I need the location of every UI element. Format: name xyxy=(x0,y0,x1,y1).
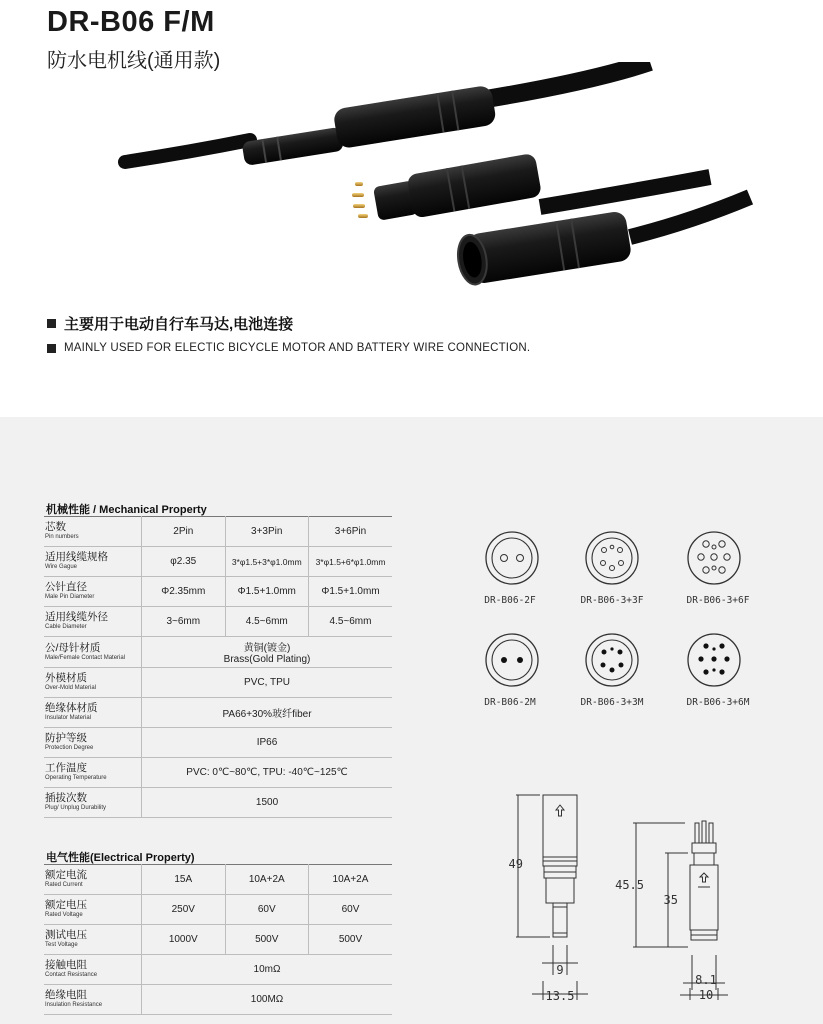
cell-value: 4.5~6mm xyxy=(225,607,308,637)
row-label-en: Operating Temperature xyxy=(45,775,107,781)
table-row xyxy=(44,607,392,637)
row-label-en: Wire Gague xyxy=(45,564,78,570)
row-label xyxy=(44,788,142,818)
cell-value-merged xyxy=(142,698,392,728)
row-label xyxy=(44,758,142,788)
cell-value: 2Pin xyxy=(142,517,225,547)
dimension-drawings xyxy=(500,785,770,1015)
pinout-label: DR-B06-3+6F xyxy=(686,595,750,606)
cell-value: 3*φ1.5+3*φ1.0mm xyxy=(225,547,308,577)
cell-value: 60V xyxy=(225,895,308,925)
row-label-en: Test Voltage xyxy=(45,942,78,948)
female-pin-diameter-label: 9 xyxy=(556,963,564,977)
row-label-en: Male Pin Diameter xyxy=(45,594,95,600)
product-photo xyxy=(110,62,790,302)
merged-value-line: Brass(Gold Plating) xyxy=(223,654,311,665)
pinout-3-3f-icon xyxy=(586,532,638,584)
table-row xyxy=(44,925,392,955)
cell-value: 10A+2A xyxy=(225,865,308,895)
row-label-cn: 接触电阻 xyxy=(45,959,87,971)
merged-value-line: 10mΩ xyxy=(253,964,281,975)
table-row xyxy=(44,895,392,925)
table-row xyxy=(44,728,392,758)
cell-value-merged xyxy=(142,955,392,985)
table-row xyxy=(44,517,392,547)
row-label-cn: 公/母针材质 xyxy=(45,641,101,654)
row-label-cn: 适用线缆外径 xyxy=(45,611,108,623)
row-label-cn: 外模材质 xyxy=(45,672,87,684)
male-length-label: 45.5 xyxy=(615,878,644,892)
cell-value: 500V xyxy=(225,925,308,955)
cell-value-merged xyxy=(142,788,392,818)
row-label xyxy=(44,728,142,758)
row-label xyxy=(44,517,142,547)
row-label-en: Insulator Material xyxy=(45,715,92,721)
cell-value: 3+3Pin xyxy=(225,517,308,547)
row-label-cn: 公针直径 xyxy=(45,581,87,593)
row-label xyxy=(44,895,142,925)
row-label-en: Rated Current xyxy=(45,882,83,888)
cell-value: Φ1.5+1.0mm xyxy=(225,577,308,607)
table-row xyxy=(44,637,392,668)
female-dimension-drawing xyxy=(516,795,588,1000)
bullet-square-icon xyxy=(47,319,56,328)
cell-value-merged xyxy=(142,758,392,788)
row-label xyxy=(44,698,142,728)
pinout-3-6m-icon xyxy=(688,634,740,686)
row-label xyxy=(44,955,142,985)
row-label-en: Insulation Resistance xyxy=(45,1002,103,1008)
cell-value-merged xyxy=(142,728,392,758)
pinout-label: DR-B06-3+6M xyxy=(686,697,750,708)
row-label xyxy=(44,865,142,895)
female-length-label: 49 xyxy=(508,857,523,871)
merged-value-line: PVC: 0℃~80℃, TPU: -40℃~125℃ xyxy=(186,767,348,778)
cell-value-merged xyxy=(142,637,392,668)
row-label-cn: 插拔次数 xyxy=(45,792,87,804)
table-row xyxy=(44,985,392,1015)
table-row xyxy=(44,577,392,607)
product-subtitle: 防水电机线(通用款) xyxy=(47,50,221,72)
row-label-cn: 测试电压 xyxy=(45,929,87,941)
female-body-diameter-label: 13.5 xyxy=(545,989,575,1003)
male-body-length-label: 35 xyxy=(663,893,678,907)
row-label xyxy=(44,985,142,1015)
row-label xyxy=(44,925,142,955)
electrical-title: 电气性能(Electrical Property) xyxy=(46,852,195,864)
male-body-diameter-label: 10 xyxy=(698,988,714,1002)
row-label-cn: 绝缘体材质 xyxy=(45,702,98,714)
row-label-en: Protection Degree xyxy=(45,745,94,751)
row-label-en: Rated Voltage xyxy=(45,912,83,918)
pinout-3-6f-icon xyxy=(688,532,740,584)
pinout-label: DR-B06-3+3F xyxy=(580,595,644,606)
row-label xyxy=(44,668,142,698)
bullet-square-icon xyxy=(47,344,56,353)
row-label-cn: 适用线缆规格 xyxy=(45,551,108,563)
cell-value: 1000V xyxy=(142,925,225,955)
mechanical-table xyxy=(44,516,392,818)
merged-value-line: PA66+30%玻纤fiber xyxy=(222,709,312,720)
row-label xyxy=(44,577,142,607)
row-label-cn: 防护等级 xyxy=(45,732,87,744)
cell-value: Φ2.35mm xyxy=(142,577,225,607)
row-label-cn: 绝缘电阻 xyxy=(45,989,87,1001)
row-label-en: Over-Mold Material xyxy=(45,685,97,691)
cell-value: 4.5~6mm xyxy=(308,607,392,637)
male-pin-diameter-label: 8.1 xyxy=(695,973,717,987)
feature-bullet-en: MAINLY USED FOR ELECTIC BICYCLE MOTOR AND BATTERY WIRE CONNECTION. xyxy=(47,342,530,354)
row-label-en: Pin numbers xyxy=(45,534,79,540)
cell-value: φ2.35 xyxy=(142,547,225,577)
row-label-en: Contact Resistance xyxy=(45,972,98,978)
row-label-cn: 工作温度 xyxy=(45,762,87,774)
row-label-en: Male/Female Contact Material xyxy=(45,654,126,661)
product-title: DR-B06 F/M xyxy=(47,6,215,38)
table-row xyxy=(44,547,392,577)
cell-value-merged xyxy=(142,985,392,1015)
cell-value: 250V xyxy=(142,895,225,925)
cell-value: 3*φ1.5+6*φ1.0mm xyxy=(308,547,392,577)
row-label-cn: 额定电流 xyxy=(45,869,87,881)
table-row xyxy=(44,668,392,698)
merged-value-line: IP66 xyxy=(256,737,278,748)
cell-value: Φ1.5+1.0mm xyxy=(308,577,392,607)
pinout-label: DR-B06-2F xyxy=(484,595,536,606)
mechanical-title: 机械性能 / Mechanical Property xyxy=(46,504,207,516)
cell-value: 10A+2A xyxy=(308,865,392,895)
cell-value-merged xyxy=(142,668,392,698)
row-label-cn: 芯数 xyxy=(45,521,66,533)
cell-value: 500V xyxy=(308,925,392,955)
row-label xyxy=(44,547,142,577)
product-header-section xyxy=(0,0,823,417)
pinout-label: DR-B06-3+3M xyxy=(580,697,644,708)
row-label-en: Plug/ Unplug Durability xyxy=(45,805,107,811)
pinout-2m-icon xyxy=(486,634,538,686)
cell-value: 60V xyxy=(308,895,392,925)
table-row xyxy=(44,788,392,818)
table-row xyxy=(44,865,392,895)
merged-value-line: 1500 xyxy=(255,797,279,808)
cell-value: 3+6Pin xyxy=(308,517,392,547)
feature-bullet-cn: 主要用于电动自行车马达,电池连接 xyxy=(47,313,293,334)
row-label xyxy=(44,607,142,637)
row-label-en: Cable Diameter xyxy=(45,624,87,630)
table-row xyxy=(44,698,392,728)
merged-value-line: 黄铜(镀金) xyxy=(243,643,291,654)
electrical-table xyxy=(44,864,392,1015)
table-row xyxy=(44,955,392,985)
row-label-cn: 额定电压 xyxy=(45,899,87,911)
pinout-2f-icon xyxy=(486,532,538,584)
table-row xyxy=(44,758,392,788)
merged-value-line: 100MΩ xyxy=(250,994,284,1005)
pinout-3-3m-icon xyxy=(586,634,638,686)
row-label xyxy=(44,637,142,668)
merged-value-line: PVC, TPU xyxy=(244,677,290,688)
pinout-label: DR-B06-2M xyxy=(484,697,536,708)
cell-value: 3~6mm xyxy=(142,607,225,637)
cell-value: 15A xyxy=(142,865,225,895)
pinout-diagrams xyxy=(470,520,770,720)
